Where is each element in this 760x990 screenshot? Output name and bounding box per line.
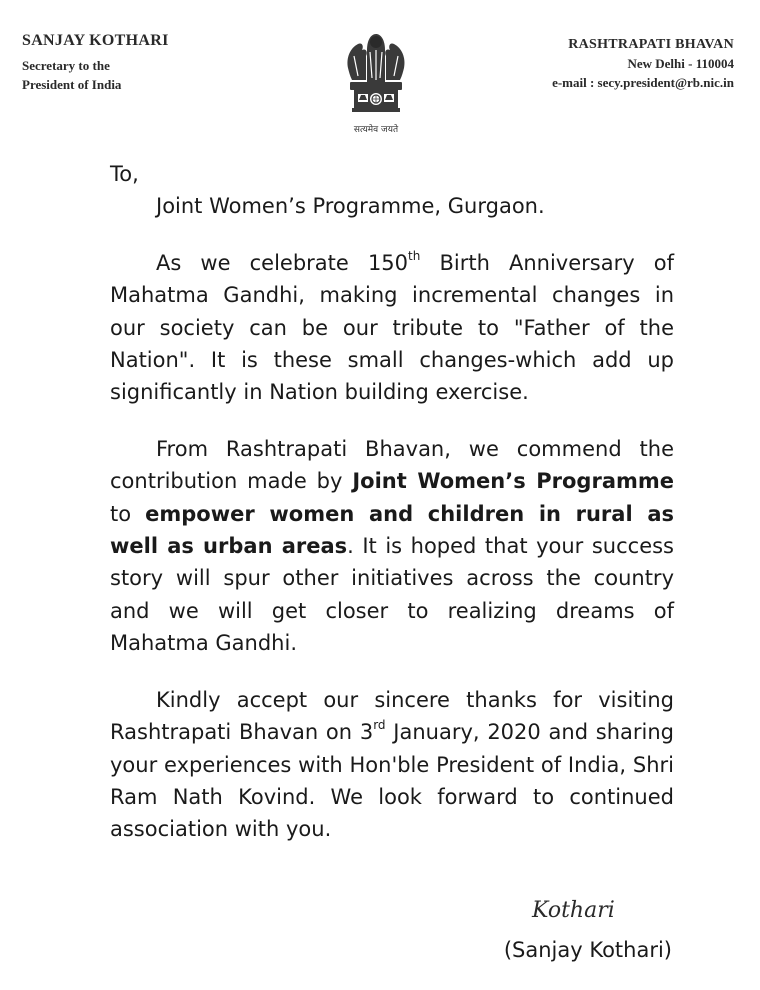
para2-text-end: . It is hoped that your success story will spur other initiatives across the country and we will get closer to realizing dreams of Mahatma Gandhi. [110,534,674,656]
para2-text-start: From Rashtrapati Bhavan, we commend the contribution made by [110,436,674,494]
org-address: New Delhi - 110004 [627,56,734,71]
para1-text-start: As we celebrate 150 [156,250,409,275]
org-name: RASHTRAPATI BHAVAN [568,37,734,52]
paragraph-commendation [110,433,674,660]
national-emblem-icon [340,28,412,120]
paragraph-anniversary [110,247,674,409]
sender-title-line1: Secretary to the [22,58,110,73]
sender-name: SANJAY KOTHARI [22,32,169,49]
para2-text-mid: to [110,501,146,526]
letterhead-sender [22,32,169,94]
letter-body [110,158,674,870]
paragraph-thanks [110,684,674,846]
para3-text-start: Kindly accept our sincere thanks for visiting Rashtrapati Bhavan on 3 [110,687,674,745]
para2-organization: Joint Women’s Programme [352,469,674,494]
handwritten-signature: Kothari [532,898,615,923]
para3-superscript: rd [373,718,386,733]
para3-text-end: January, 2020 and sharing your experiences with Hon'ble President of India, Shri Ram Nath Kovind. We look forward to continued association with you. [110,720,674,842]
letterhead-organization [552,36,734,92]
emblem-motto: सत्यमेव जयते [353,125,399,135]
sender-title-line2: President of India [22,77,122,92]
recipient: Joint Women’s Programme, Gurgaon. [156,194,545,219]
org-email: e-mail : secy.president@rb.nic.in [552,75,734,90]
para1-superscript: th [408,248,421,263]
signoff-name: (Sanjay Kothari) [503,938,672,962]
national-emblem [334,28,418,135]
salutation: To, [110,162,139,186]
para2-mission: empower women and children in rural as well as urban areas [110,501,675,559]
para1-text-end: Birth Anniversary of Mahatma Gandhi, making incremental changes in our society can be our tribute to "Father of the Nation". It is these small changes-which add up significantly in Nation building exercise. [110,250,675,405]
